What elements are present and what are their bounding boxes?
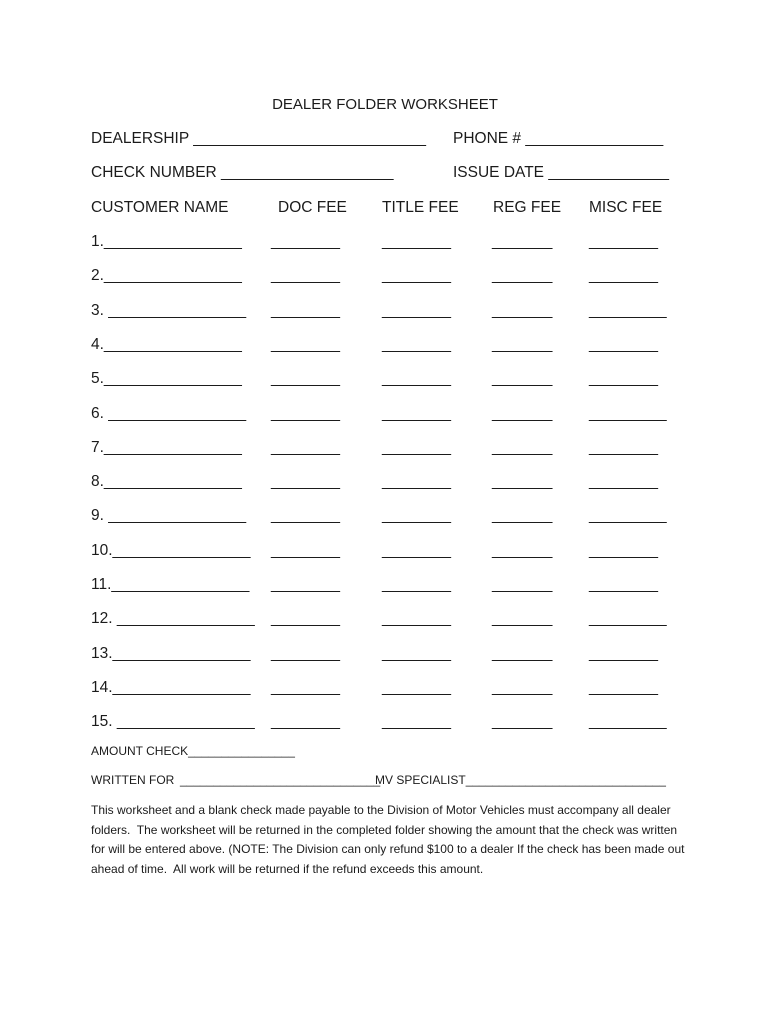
row-14-misc-fee-field[interactable]: ________ <box>589 679 658 696</box>
row-13-reg-fee-field[interactable]: _______ <box>492 645 553 662</box>
row-13-customer-name-field[interactable]: 13.________________ <box>91 645 251 662</box>
worksheet-title: DEALER FOLDER WORKSHEET <box>272 96 498 113</box>
row-7-doc-fee-field[interactable]: ________ <box>271 439 340 456</box>
row-6-title-fee-field[interactable]: ________ <box>382 405 451 422</box>
row-8-title-fee-field[interactable]: ________ <box>382 473 451 490</box>
row-11-customer-name-field[interactable]: 11.________________ <box>91 576 250 593</box>
row-2-title-fee-field[interactable]: ________ <box>382 267 451 284</box>
row-6-misc-fee-field[interactable]: _________ <box>589 405 667 422</box>
row-11-title-fee-field[interactable]: ________ <box>382 576 451 593</box>
row-12-misc-fee-field[interactable]: _________ <box>589 610 667 627</box>
row-7-customer-name-field[interactable]: 7.________________ <box>91 439 242 456</box>
row-10-customer-name-field[interactable]: 10.________________ <box>91 542 251 559</box>
row-6-reg-fee-field[interactable]: _______ <box>492 405 553 422</box>
row-2-reg-fee-field[interactable]: _______ <box>492 267 553 284</box>
row-1-title-fee-field[interactable]: ________ <box>382 233 451 250</box>
row-15-misc-fee-field[interactable]: _________ <box>589 713 667 730</box>
dealership-field[interactable]: DEALERSHIP ___________________________ <box>91 130 426 147</box>
row-8-doc-fee-field[interactable]: ________ <box>271 473 340 490</box>
row-13-doc-fee-field[interactable]: ________ <box>271 645 340 662</box>
row-15-doc-fee-field[interactable]: ________ <box>271 713 340 730</box>
row-5-customer-name-field[interactable]: 5.________________ <box>91 370 242 387</box>
row-3-customer-name-field[interactable]: 3. ________________ <box>91 302 247 319</box>
instructions-note <box>91 801 685 879</box>
row-3-doc-fee-field[interactable]: ________ <box>271 302 340 319</box>
row-2-doc-fee-field[interactable]: ________ <box>271 267 340 284</box>
row-14-customer-name-field[interactable]: 14.________________ <box>91 679 251 696</box>
amount-check-field[interactable]: AMOUNT CHECK________________ <box>91 744 295 758</box>
row-12-title-fee-field[interactable]: ________ <box>382 610 451 627</box>
row-11-misc-fee-field[interactable]: ________ <box>589 576 658 593</box>
row-1-misc-fee-field[interactable]: ________ <box>589 233 658 250</box>
phone-field[interactable]: PHONE # ________________ <box>453 130 664 147</box>
row-2-customer-name-field[interactable]: 2.________________ <box>91 267 242 284</box>
mv-specialist-field[interactable]: MV SPECIALIST______________________________ <box>375 773 666 787</box>
row-1-reg-fee-field[interactable]: _______ <box>492 233 553 250</box>
instructions-line: This worksheet and a blank check made payable to the Division of Motor Vehicles must accompany all dealer <box>91 803 671 817</box>
row-13-misc-fee-field[interactable]: ________ <box>589 645 658 662</box>
row-9-doc-fee-field[interactable]: ________ <box>271 507 340 524</box>
row-1-customer-name-field[interactable]: 1.________________ <box>91 233 242 250</box>
row-5-doc-fee-field[interactable]: ________ <box>271 370 340 387</box>
column-header-misc-fee: MISC FEE <box>589 199 663 216</box>
row-15-title-fee-field[interactable]: ________ <box>382 713 451 730</box>
row-11-reg-fee-field[interactable]: _______ <box>492 576 553 593</box>
row-7-misc-fee-field[interactable]: ________ <box>589 439 658 456</box>
row-7-reg-fee-field[interactable]: _______ <box>492 439 553 456</box>
check-number-field[interactable]: CHECK NUMBER ____________________ <box>91 164 394 181</box>
row-6-customer-name-field[interactable]: 6. ________________ <box>91 405 247 422</box>
row-5-reg-fee-field[interactable]: _______ <box>492 370 553 387</box>
row-1-doc-fee-field[interactable]: ________ <box>271 233 340 250</box>
row-4-misc-fee-field[interactable]: ________ <box>589 336 658 353</box>
row-3-reg-fee-field[interactable]: _______ <box>492 302 553 319</box>
row-9-title-fee-field[interactable]: ________ <box>382 507 451 524</box>
instructions-line: folders. The worksheet will be returned in the completed folder showing the amount that the check was written <box>91 822 678 837</box>
row-3-title-fee-field[interactable]: ________ <box>382 302 451 319</box>
row-15-customer-name-field[interactable]: 15. ________________ <box>91 713 255 730</box>
row-10-misc-fee-field[interactable]: ________ <box>589 542 658 559</box>
row-10-reg-fee-field[interactable]: _______ <box>492 542 553 559</box>
row-8-misc-fee-field[interactable]: ________ <box>589 473 658 490</box>
row-9-customer-name-field[interactable]: 9. ________________ <box>91 507 247 524</box>
row-8-reg-fee-field[interactable]: _______ <box>492 473 553 490</box>
row-6-doc-fee-field[interactable]: ________ <box>271 405 340 422</box>
row-12-reg-fee-field[interactable]: _______ <box>492 610 553 627</box>
row-4-doc-fee-field[interactable]: ________ <box>271 336 340 353</box>
row-12-customer-name-field[interactable]: 12. ________________ <box>91 610 255 627</box>
instructions-line: ahead of time. All work will be returned if the refund exceeds this amount. <box>91 861 484 876</box>
column-header-customer-name: CUSTOMER NAME <box>91 199 229 216</box>
row-4-customer-name-field[interactable]: 4.________________ <box>91 336 242 353</box>
row-10-doc-fee-field[interactable]: ________ <box>271 542 340 559</box>
written-for-label: WRITTEN FOR <box>91 773 175 787</box>
row-9-reg-fee-field[interactable]: _______ <box>492 507 553 524</box>
written-for-line[interactable]: ______________________________ <box>180 773 381 787</box>
row-14-title-fee-field[interactable]: ________ <box>382 679 451 696</box>
row-5-title-fee-field[interactable]: ________ <box>382 370 451 387</box>
row-14-doc-fee-field[interactable]: ________ <box>271 679 340 696</box>
row-12-doc-fee-field[interactable]: ________ <box>271 610 340 627</box>
row-15-reg-fee-field[interactable]: _______ <box>492 713 553 730</box>
row-9-misc-fee-field[interactable]: _________ <box>589 507 667 524</box>
issue-date-field[interactable]: ISSUE DATE ______________ <box>453 164 670 181</box>
row-7-title-fee-field[interactable]: ________ <box>382 439 451 456</box>
row-14-reg-fee-field[interactable]: _______ <box>492 679 553 696</box>
instructions-line: for will be entered above. (NOTE: The Division can only refund $100 to a dealer If the check has been made out <box>91 842 685 856</box>
row-4-reg-fee-field[interactable]: _______ <box>492 336 553 353</box>
row-8-customer-name-field[interactable]: 8.________________ <box>91 473 242 490</box>
row-13-title-fee-field[interactable]: ________ <box>382 645 451 662</box>
row-3-misc-fee-field[interactable]: _________ <box>589 302 667 319</box>
column-header-doc-fee: DOC FEE <box>278 199 347 216</box>
column-header-title-fee: TITLE FEE <box>382 199 459 216</box>
row-4-title-fee-field[interactable]: ________ <box>382 336 451 353</box>
column-header-reg-fee: REG FEE <box>493 199 562 216</box>
row-5-misc-fee-field[interactable]: ________ <box>589 370 658 387</box>
row-10-title-fee-field[interactable]: ________ <box>382 542 451 559</box>
row-2-misc-fee-field[interactable]: ________ <box>589 267 658 284</box>
row-11-doc-fee-field[interactable]: ________ <box>271 576 340 593</box>
